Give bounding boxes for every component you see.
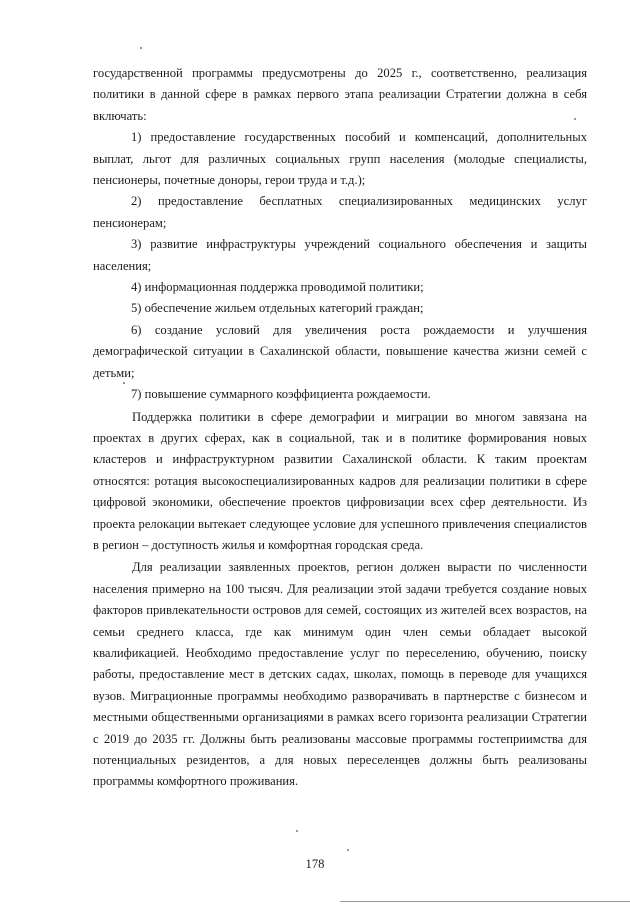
paragraph-intro: государственной программы предусмотрены до 2025 г., соответственно, реализация политики в данной сфере в рамках первого этапа реализации Стратегии должна в себя включать: [93,66,587,123]
list-item-2: 2) предоставление бесплатных специализированных медицинских услуг пенсионерам; [93,194,587,230]
scan-speck [574,118,576,120]
paragraph-projects: Для реализации заявленных проектов, регион должен вырасти по численности населения примерно на 100 тысяч. Для реализации этой задачи требуется создание новых факторов привлекательности островов для семей, состоящих из жителей всех возрастов, на семьи среднего класса, где как минимум один член семьи обладает высокой квалификацией. Необходимо предоставление услуг по переселению, обучению, поиску работы, предоставление мест в детских садах, школах, помощь в переводе для учащихся вузов. Миграционные программы необходимо разворачивать в партнерстве с бизнесом и местными общественными организациями в рамках всего горизонта реализации Стратегии с 2019 до 2035 гг. Должны быть реализованы массовые программы гостеприимства для потенциальных резидентов, а для новых переселенцев должны быть реализованы программы комфортного проживания. [93,560,587,789]
list-item-7: 7) повышение суммарного коэффициента рождаемости. [131,387,431,402]
scan-speck [347,849,349,851]
page-number: 178 [305,857,325,871]
body-text [93,63,587,793]
scan-edge-line [340,901,630,902]
list-item-4: 4) информационная поддержка проводимой политики; [131,280,424,295]
list-item-5: 5) обеспечение жильем отдельных категорий граждан; [131,301,424,316]
list-item-3: 3) развитие инфраструктуры учреждений социального обеспечения и защиты населения; [93,237,587,273]
scan-speck [296,830,298,832]
scan-speck [140,47,142,49]
list-item-6: 6) создание условий для увеличения роста рождаемости и улучшения демографической ситуации в Сахалинской области, повышение качества жизни семей с детьми; [93,322,587,380]
paragraph-support: Поддержка политики в сфере демографии и миграции во многом завязана на проектах в других сферах, как в социальной, так и в политике формирования новых кластеров и инфраструктурном развитии Сахалинской области. К таким проектам относятся: ротация высокоспециализированных кадров для реализации политики в сфере цифровой экономики, обеспечение проектов цифровизации всех сфер деятельности. Из проекта релокации вытекает следующее условие для успешного привлечения специалистов в регион – доступность жилья и комфортная городская среда. [93,409,587,552]
scan-speck [123,382,125,384]
list-item-1: 1) предоставление государственных пособий и компенсаций, дополнительных выплат, льгот для различных социальных групп населения (молодые специалисты, пенсионеры, почетные доноры, герои труда и т.д.); [93,130,587,188]
